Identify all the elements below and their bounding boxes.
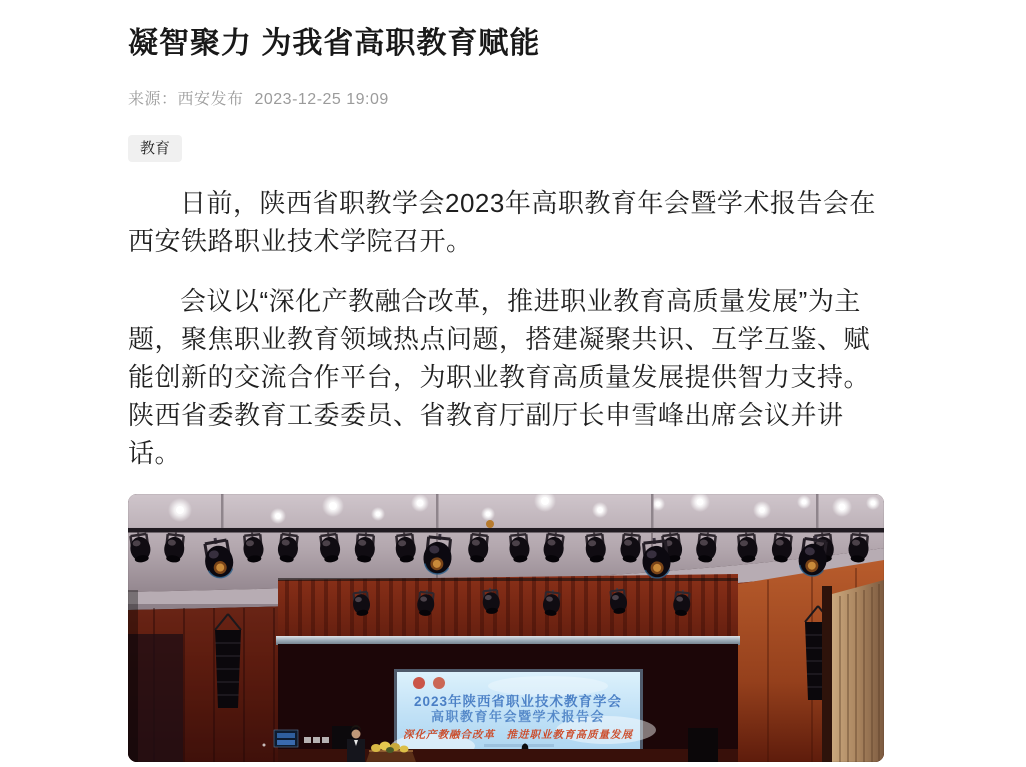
screen-title-line2: 高职教育年会暨学术报告会	[430, 709, 606, 724]
paragraph-1: 日前，陕西省职教学会2023年高职教育年会暨学术报告会在西安铁路职业技术学院召开。	[128, 188, 876, 256]
publish-time: 2023-12-25 19:09	[254, 91, 389, 108]
screen-slogan: 深化产教融合改革 推进职业教育高质量发展	[403, 729, 633, 741]
article-meta	[128, 86, 888, 109]
tag-row	[128, 135, 888, 162]
article-container	[128, 0, 888, 762]
floor-speaker-right	[688, 728, 718, 762]
stage-screen	[391, 669, 656, 762]
paragraph-2: 会议以“深化产教融合改革，推进职业教育高质量发展”为主题，聚焦职业教育领域热点问题，搭建凝聚共识、互学互鉴、赋能创新的交流合作平台，为职业教育高质量发展提供智力支持。陕西省委教育工委委员、省教育厅副厅长申雪峰出席会议并讲话。	[128, 286, 871, 468]
source-label: 来源：西安发布	[128, 91, 244, 108]
curtain	[822, 580, 884, 762]
screen-title-line1: 2023年陕西省职业技术教育学会	[413, 694, 623, 709]
article-photo	[128, 494, 884, 762]
article-body	[128, 184, 888, 472]
article-title: 凝智聚力 为我省高职教育赋能	[128, 27, 541, 60]
photo-svg	[128, 494, 884, 762]
wall-labels	[304, 737, 329, 743]
category-tag[interactable]: 教育	[128, 135, 182, 162]
screen-logo-dot	[433, 677, 445, 689]
screen-logo-dot	[413, 677, 425, 689]
